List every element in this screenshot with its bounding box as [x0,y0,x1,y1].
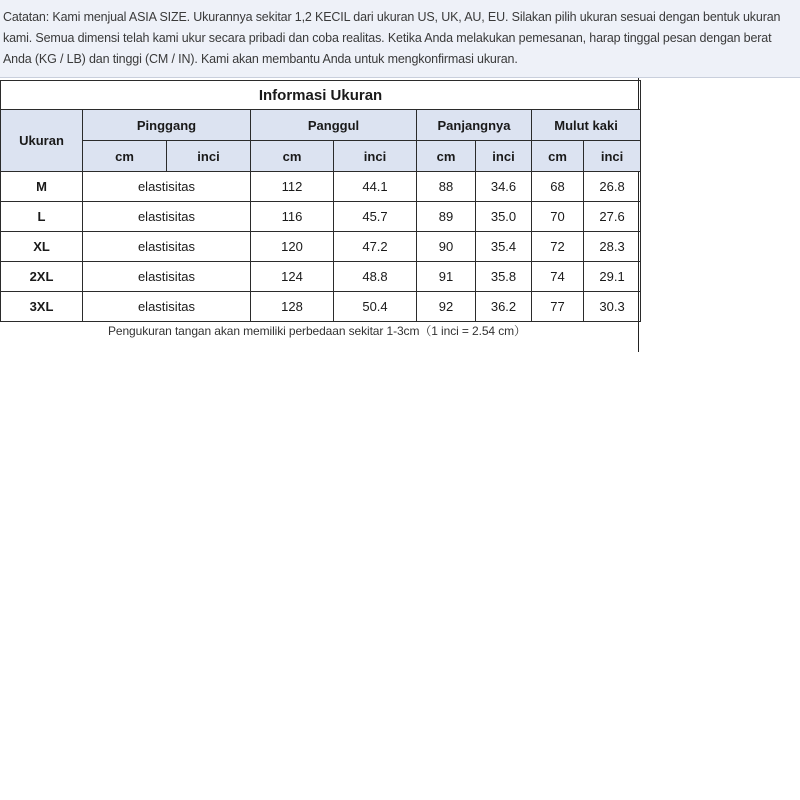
waist-cell: elastisitas [83,262,251,292]
hip-inch-cell: 48.8 [334,262,417,292]
leg-opening-cm-cell: 70 [532,202,584,232]
note-line: Catatan: Kami menjual ASIA SIZE. Ukurannya sekitar 1,2 KECIL dari ukuran US, UK, AU, EU. Silakan pilih ukuran sesuai dengan bentuk ukuran [3,10,781,24]
length-cm-cell: 90 [417,232,476,262]
table-row [1,232,641,262]
group-header-hip: Panggul [251,110,417,141]
unit-header: inci [476,141,532,172]
length-inch-cell: 35.8 [476,262,532,292]
leg-opening-inch-cell: 27.6 [584,202,641,232]
size-column-header: Ukuran [1,110,83,172]
size-table [0,80,641,322]
size-cell: 2XL [1,262,83,292]
hip-cm-cell: 128 [251,292,334,322]
size-cell: 3XL [1,292,83,322]
table-row [1,202,641,232]
note-line: kami. Semua dimensi telah kami ukur secara pribadi dan coba realitas. Ketika Anda melakukan pemesanan, harap tinggal pesan dengan berat [3,31,772,45]
table-row [1,292,641,322]
waist-cell: elastisitas [83,202,251,232]
unit-header: cm [417,141,476,172]
measurement-footnote: Pengukuran tangan akan memiliki perbedaan sekitar 1-3cm（1 inci = 2.54 cm） [108,324,526,338]
leg-opening-cm-cell: 72 [532,232,584,262]
leg-opening-cm-cell: 68 [532,172,584,202]
hip-inch-cell: 45.7 [334,202,417,232]
group-header-length: Panjangnya [417,110,532,141]
length-inch-cell: 35.0 [476,202,532,232]
note-panel [0,0,800,78]
size-cell: L [1,202,83,232]
hip-cm-cell: 116 [251,202,334,232]
size-cell: XL [1,232,83,262]
leg-opening-inch-cell: 29.1 [584,262,641,292]
length-inch-cell: 36.2 [476,292,532,322]
table-row [1,172,641,202]
unit-header: inci [334,141,417,172]
waist-cell: elastisitas [83,232,251,262]
leg-opening-inch-cell: 28.3 [584,232,641,262]
length-inch-cell: 35.4 [476,232,532,262]
hip-inch-cell: 47.2 [334,232,417,262]
hip-inch-cell: 44.1 [334,172,417,202]
leg-opening-inch-cell: 30.3 [584,292,641,322]
group-header-waist: Pinggang [83,110,251,141]
leg-opening-cm-cell: 77 [532,292,584,322]
size-cell: M [1,172,83,202]
length-cm-cell: 88 [417,172,476,202]
group-header-leg-opening: Mulut kaki [532,110,641,141]
length-cm-cell: 91 [417,262,476,292]
hip-cm-cell: 112 [251,172,334,202]
length-cm-cell: 92 [417,292,476,322]
table-row [1,262,641,292]
waist-cell: elastisitas [83,172,251,202]
unit-header: cm [251,141,334,172]
hip-inch-cell: 50.4 [334,292,417,322]
leg-opening-inch-cell: 26.8 [584,172,641,202]
unit-header: inci [167,141,251,172]
leg-opening-cm-cell: 74 [532,262,584,292]
hip-cm-cell: 120 [251,232,334,262]
waist-cell: elastisitas [83,292,251,322]
table-title: Informasi Ukuran [1,81,641,110]
unit-header: cm [532,141,584,172]
unit-header: cm [83,141,167,172]
length-cm-cell: 89 [417,202,476,232]
unit-header: inci [584,141,641,172]
hip-cm-cell: 124 [251,262,334,292]
length-inch-cell: 34.6 [476,172,532,202]
note-line: Anda (KG / LB) dan tinggi (CM / IN). Kami akan membantu Anda untuk mengkonfirmasi ukuran. [3,52,518,66]
